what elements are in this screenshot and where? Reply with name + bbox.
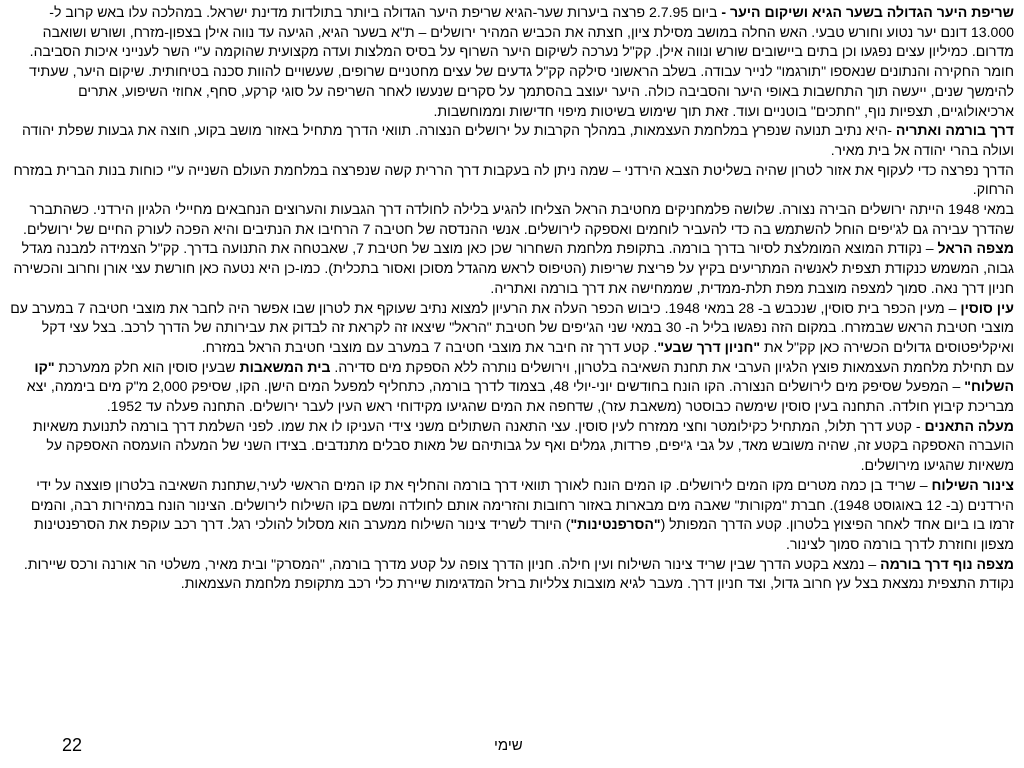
text-run: – נמצא בקטע הדרך שבין שריד צינור השילוח ועין חילה. חניון הדרך צופה על קטע מדרך בורמה, "המסרק" ובית מאיר, משלטי הר אורנה ורכס שיירות. נקודת התצפית נמצאת בצל עץ חרוב גדול, וצד חניון דרך. מעבר לגיא מוצבות צלליות ברזל המדגימות שיירת כלי רכב מתקופת מלחמת העצמאות. xyxy=(23,555,1014,592)
paragraph-siege-1948 xyxy=(8,200,1014,239)
page-number: 22 xyxy=(62,735,83,755)
text-run: במאי 1948 הייתה ירושלים הבירה נצורה. שלושה פלמחניקים מחטיבת הראל הצליחו להגיע בלילה לחולדה דרך הגבעות והערוצים הנחבאים מחיילי הלגיון הירדני. כשהתברר שהדרך עבירה גם לג'יפים הוחל להשתמש בה כדי להעביר לוחמים ואספקה לירושלים. אנשי ההנדסה של חטיבה 7 הרחיבו את הנתיבים והיא הפכה לעורק החיים של ירושלים. xyxy=(23,201,1014,237)
bold-term: בית המשאבות xyxy=(239,358,331,375)
text-run: עם תחילת מלחמת העצמאות פוצץ הלגיון הערבי את תחנת השאיבה בלטרון, וירושלים נותרה ללא הספקת מים סדירה. xyxy=(330,358,1014,375)
text-run: – מעין הכפר בית סוסין, שנכבש ב- 28 במאי 1948. כיבוש הכפר העלה את הרעיון למצוא נתיב שעוקף את לטרון שבו אפשר היה לחבר את מוצבי חטיבה 7 במערב עם מוצבי חטיבת הראש שבמזרח. במקום הזה נפגשו בליל ה- 30 במאי שני הג'יפים של חטיבת "הראל" שיצאו זה לקראת זה לבדוק את עבירותה של הדרך לרכב. בצל עצי דקל ואיקליפטוסים גדולים הכשירה כאן קק"ל את xyxy=(10,299,1014,355)
paragraph-burma-road xyxy=(8,121,1014,160)
paragraph-pumping-house xyxy=(8,358,1014,417)
bold-term: "חניון דרך שבע" xyxy=(657,338,761,355)
paragraph-ein-sosin xyxy=(8,299,1014,358)
bold-term: דרך בורמה ואתריה xyxy=(895,122,1014,139)
bold-term: מצפה הראל xyxy=(937,240,1014,257)
paragraph-harel-lookout xyxy=(8,239,1014,298)
bold-term: מצפה נוף דרך בורמה xyxy=(880,555,1014,572)
footer-author: שימי xyxy=(494,737,523,754)
paragraph-maale-hatanim xyxy=(8,417,1014,476)
bold-term: עין סוסין xyxy=(960,299,1014,316)
bold-term: צינור השילוח xyxy=(931,476,1014,493)
text-run: ביום 2.7.95 פרצה ביערות שער-הגיא שריפת היער הגדולה ביותר בתולדות מדינת ישראל. במהלכה עלו באש קרוב ל- 13.000 דונם יער נטוע וחורש טבעי. האש החלה במושב מסילת ציון, חצתה את הכביש המהיר ירושלים – ת"א בשער הגיא, הגיעה עד נווה אילן בצפון-מזרח, ושורש ושואבה מדרום. כמיליון עצים נפגעו וכן בתים ביישובים שורש ונווה אילן. קק"ל נערכה לשיקום היער השרוף על בסיס המלצות ועדה מקצועית שהוקמה ע"י השר לענייני איכות הסביבה. חומר החקירה והנתונים שנאספו "תורגמו" לנייר עבודה. בשלב הראשוני סילקה קק"ל גדעים של עצים מחטניים שרופים, שעשויים להוות סכנה בטיחותית. שיקום היער, שעתיד להימשך שנים, ייעשה תוך התחשבות באופי היער והסביבה כולה. היער יעוצב בהסתמך על סקרים שנעשו לאחר השריפה על סוגי קרקע, סחף, אחוזי השיפוע, אתרים ארכיאולוגיים, תצפיות נוף, "חתכים" בוטניים ועוד. זאת תוך שימוש בשיטות מיפוי חדישות וממוחשבות. xyxy=(29,4,1014,119)
text-run: -היא נתיב תנועה שנפרץ במלחמת העצמאות, במהלך הקרבות על ירושלים הנצורה. תוואי הדרך מתחיל באזור מושב בקוע, חוצה את גבעות שפלת יהודה ועולה בהרי יהודה אל בית מאיר. xyxy=(22,122,1014,158)
paragraph-forest-fire xyxy=(8,3,1014,121)
text-run: . קטע דרך זה חיבר את מוצבי חטיבה 7 במערב עם מוצבי חטיבת הראל במזרח. xyxy=(201,338,658,355)
paragraph-shiloah-pipeline xyxy=(8,476,1014,555)
text-run: – נקודת המוצא המומלצת לסיור בדרך בורמה. בתקופת מלחמת השחרור שכן כאן מוצב של חטיבת 7, שאבטחה את התנועה בדרך. קק"ל הצמידה למבנה מגדל גבוה, המשמש כנקודת תצפית לאנשיה המתריעים בקיץ על פריצת שריפות (הטיפוס לראש מהגדל מסוכן ואסור בתכלית). כמו-כן היא נטעה כאן חורשת עצי אורן וחרוב והכשירה חניון דרך נאה. סמוך למצפה מוצבת מפת תלת-ממדית, שממחישה את דרך בורמה ואתריה. xyxy=(13,240,1014,296)
bold-term: "קו השלוח" xyxy=(34,358,1014,395)
text-run: - קטע דרך תלול, המתחיל כקילומטר וחצי ממזרח לעין סוסין. עצי התאנה השתולים משני צידי העניקו לו את שמו. לפני השלמת דרך בורמה לתנועת משאיות הועברה האספקה בקטע זה, שהיה משובש מאד, על גבי ג'יפים, פרדות, גמלים ואף על גבותיהם של מאות סבלים מתנדבים. בצידו השני של המעלה הועמסה האספקה על משאיות שהגיעו מירושלים. xyxy=(33,417,1014,474)
text-run: שבעין סוסין הוא חלק ממערכת xyxy=(54,358,240,375)
text-run: – שריד בן כמה מטרים מקו המים לירושלים. קו המים הונח לאורך תוואי דרך בורמה והחליף את קו המים הראשי לעיר,שתחנת השאיבה בלטרון פוצצה על ידי הירדנים (ב- 12 באוגוסט 1948). חברת "מקורות" שאבה מים מבארות באזור רחובות והזרימה אותם לחולדה ומשם בקו השילוח לירושלים. הצינור הונח במהירות רבה, והמים זרמו בו ביום אחד לאחר הפיצוץ בלטרון. קטע הדרך המפותל ( xyxy=(30,476,1014,533)
text-run: – המפעל שסיפק מים לירושלים הנצורה. הקו הונח בחודשים יוני-יולי 48, בצמוד לדרך בורמה, כתחליף למפעל המים הישן. הקו, שסיפק 2,000 מ"ק מים ביממה, יצא מבריכת קיבוץ חולדה. התחנה בעין סוסין שימשה כבוסטר (משאבת עזר), שדחפה את המים שהגיעו מקידוחי ראש העין לעבר ירושלים. התחנה פעלה עד 1952. xyxy=(26,378,1014,415)
bold-term: מעלה התאנים xyxy=(924,417,1014,434)
bold-term: שריפת היער הגדולה בשער הגיא ושיקום היער - xyxy=(721,4,1014,20)
bold-term: "הסרפנטינות" xyxy=(570,516,661,533)
text-run: ) היורד לשריד צינור השילוח ממערב הוא מסלול להולכי רגל. דרך רכב עוקפת את הסרפנטינות מצפון וחוזרת לדרך בורמה סמוך לצינור. xyxy=(34,516,1014,552)
document-body xyxy=(8,3,1014,594)
paragraph-burma-lookout xyxy=(8,555,1014,594)
text-run: הדרך נפרצה כדי לעקוף את אזור לטרון שהיה בשליטת הצבא הירדני – שמה ניתן לה בעקבות דרך הררית קשה שנפרצה במלחמת העולם השנייה ע"י כוחות בנות הברית במזרח הרחוק. xyxy=(13,161,1014,198)
paragraph-road-history xyxy=(8,161,1014,200)
